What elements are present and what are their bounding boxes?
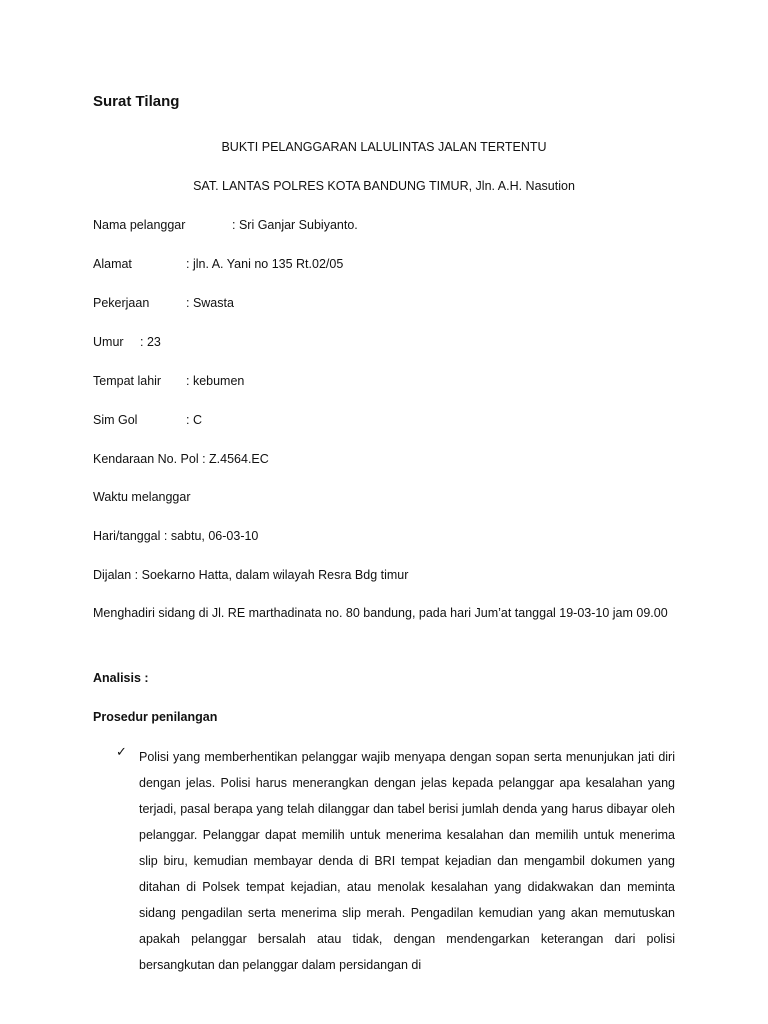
- field-tempat-lahir-label: Tempat lahir: [93, 374, 162, 388]
- field-alamat-value: : jln. A. Yani no 135 Rt.02/05: [186, 257, 344, 271]
- field-nama-value: : Sri Ganjar Subiyanto.: [232, 218, 358, 232]
- field-umur: [93, 335, 161, 349]
- field-umur-value: : 23: [140, 335, 161, 349]
- field-alamat: [93, 257, 343, 271]
- field-dijalan: Dijalan : Soekarno Hatta, dalam wilayah Resra Bdg timur: [93, 568, 409, 582]
- field-nama: [93, 218, 358, 232]
- field-kendaraan: Kendaraan No. Pol : Z.4564.EC: [93, 452, 269, 466]
- heading-violation-proof: BUKTI PELANGGARAN LALULINTAS JALAN TERTENTU: [221, 140, 547, 154]
- field-sim-gol-label: Sim Gol: [93, 413, 138, 427]
- prosedur-heading: Prosedur penilangan: [93, 710, 218, 724]
- field-pekerjaan-value: : Swasta: [186, 296, 234, 310]
- analisis-heading: Analisis :: [93, 671, 149, 685]
- field-umur-label: Umur: [93, 335, 124, 349]
- sidang-paragraph: Menghadiri sidang di Jl. RE marthadinata no. 80 bandung, pada hari Jum’at tanggal 19-03-10 jam 09.00: [93, 606, 668, 620]
- procedure-bullet-text: Polisi yang memberhentikan pelanggar wajib menyapa dengan sopan serta menunjukan jati diri dengan jelas. Polisi harus menerangkan dengan jelas kepada pelanggar apa kesalahan yang terjadi, pasal berapa yang telah dilanggar dan tabel berisi jumlah denda yang harus dibayar oleh pelanggar. Pelanggar dapat memilih untuk menerima kesalahan dan memilih untuk menerima slip biru, kemudian membayar denda di BRI tempat kejadian dan mengambil dokumen yang ditahan di Polsek tempat kejadian, atau menolak kesalahan yang didakwakan dan meminta sidang pengadilan serta menerima slip merah. Pengadilan kemudian yang akan memutuskan apakah pelanggar bersalah atau tidak, dengan mendengarkan keterangan dari polisi bersangkutan dan pelanggar dalam persidangan di: [139, 750, 675, 972]
- document-title: Surat Tilang: [93, 93, 180, 110]
- field-tempat-lahir-value: : kebumen: [186, 374, 245, 388]
- field-nama-label: Nama pelanggar: [93, 218, 186, 232]
- field-waktu-melanggar: Waktu melanggar: [93, 490, 191, 504]
- checkmark-icon: ✓: [116, 744, 127, 759]
- field-sim-gol: [93, 413, 202, 427]
- field-tempat-lahir: [93, 374, 244, 388]
- field-hari-tanggal: Hari/tanggal : sabtu, 06-03-10: [93, 529, 259, 543]
- field-sim-gol-value: : C: [186, 413, 202, 427]
- field-alamat-label: Alamat: [93, 257, 132, 271]
- heading-police-unit: SAT. LANTAS POLRES KOTA BANDUNG TIMUR, Jln. A.H. Nasution: [193, 179, 575, 193]
- field-pekerjaan: [93, 296, 234, 310]
- field-pekerjaan-label: Pekerjaan: [93, 296, 150, 310]
